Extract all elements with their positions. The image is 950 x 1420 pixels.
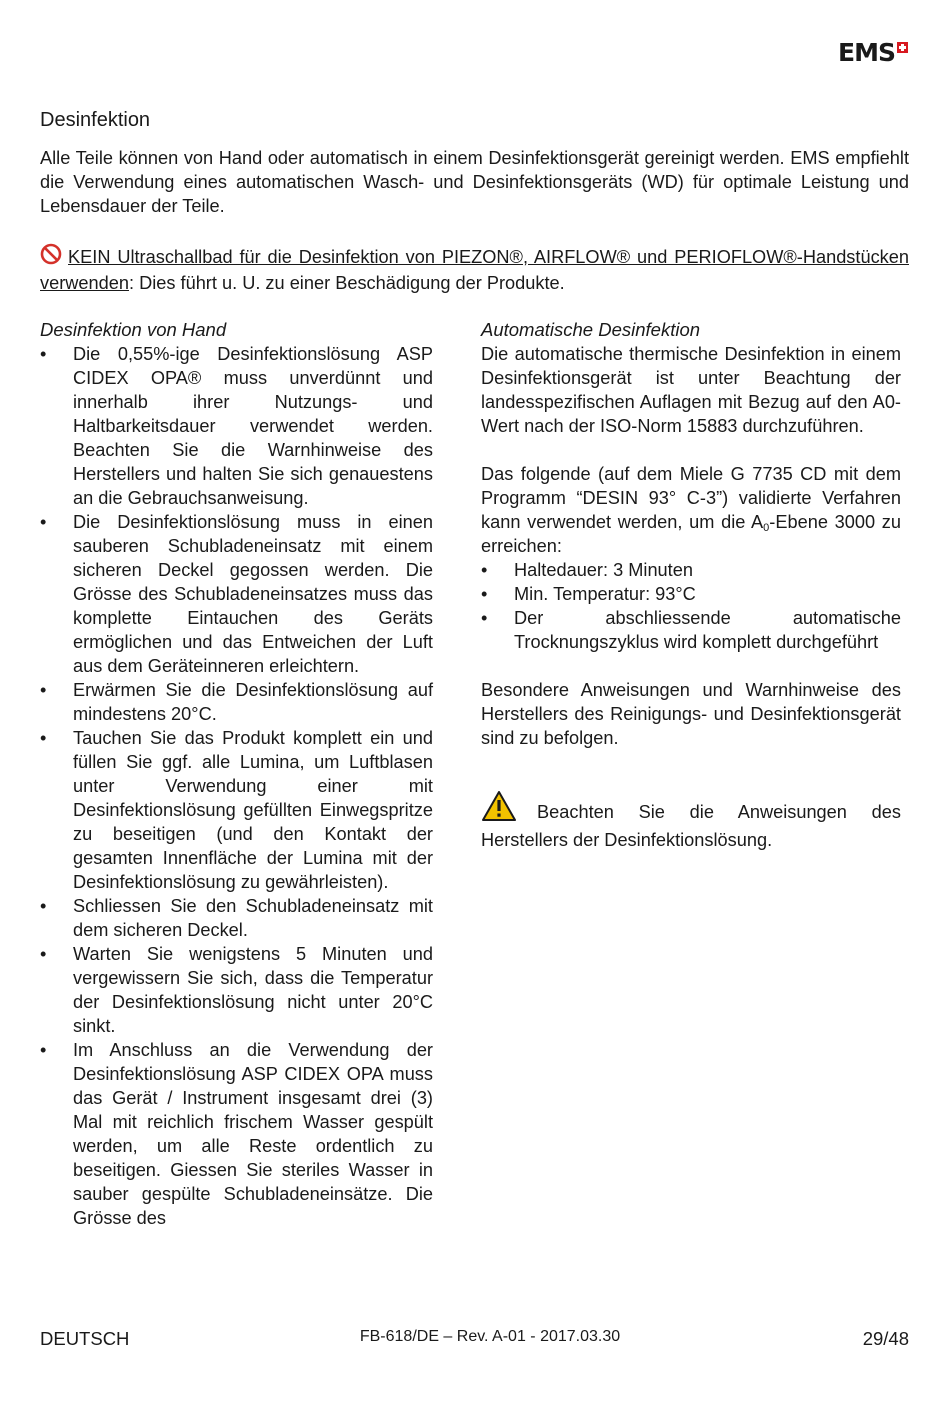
list-item: • Min. Temperatur: 93°C xyxy=(481,582,901,606)
manual-disinfection-column xyxy=(40,318,433,1230)
warning-rest-text: : Dies führt u. U. zu einer Beschädigung der Produkte. xyxy=(128,273,565,293)
list-item: • Die Desinfektionslösung muss in einen sauberen Schubladeneinsatz mit einem sicheren Deckel gegossen werden. Die Grösse des Schubladeneinsatzes muss das komplette Eintauchen des Geräts ermöglichen und das Entweichen der Luft aus dem Geräteinneren erleichtern. xyxy=(40,510,433,678)
procedure-text-before: Das folgende (auf dem Miele G 7735 CD mit dem Programm “DESIN 93° C-3”) validierte Verfahren kann verwendet werden, um die A xyxy=(481,464,901,532)
list-item: • Im Anschluss an die Verwendung der Desinfektionslösung ASP CIDEX OPA muss das Gerät / Instrument insgesamt drei (3) Mal mit reichlich frischem Wasser gespült werden, um alle Reste ordentlich zu beseitigen. Giessen Sie steriles Wasser in sauber gespülte Schubladeneinsätze. Die Grösse des xyxy=(40,1038,433,1230)
list-item: • Warten Sie wenigstens 5 Minuten und vergewissern Sie sich, dass die Temperatur der Desinfektionslösung nicht unter 20°C sinkt. xyxy=(40,942,433,1038)
brand-logo xyxy=(838,40,908,65)
list-item: • Erwärmen Sie die Desinfektionslösung auf mindestens 20°C. xyxy=(40,678,433,726)
warning-underlined-text: KEIN Ultraschallbad für die Desinfektion von PIEZON®, AIRFLOW® und PERIOFLOW®-Handstücken verwenden xyxy=(40,247,909,293)
automatic-intro-paragraph: Die automatische thermische Desinfektion in einem Desinfektionsgerät ist unter Beachtung der landesspezifischen Auflagen mit Bezug auf den A0-Wert nach der ISO-Norm 15883 durchzuführen. xyxy=(481,344,901,436)
procedure-text-after: -Ebene 3000 zu erreichen: xyxy=(481,512,901,556)
footer-document-reference: FB-618/DE – Rev. A-01 - 2017.03.30 xyxy=(359,1328,621,1345)
procedure-parameters-list xyxy=(481,558,901,654)
manual-disinfection-heading: Desinfektion von Hand xyxy=(40,319,227,340)
logo-text: EMS xyxy=(838,38,895,67)
list-item: • Schliessen Sie den Schubladeneinsatz mit dem sicheren Deckel. xyxy=(40,894,433,942)
list-item: • Tauchen Sie das Produkt komplett ein und füllen Sie ggf. alle Lumina, um Luftblasen unter Verwendung einer mit Desinfektionslösung gefüllten Einwegspritze zu beseitigen (und den Kontakt der gesamten Innenfläche der Lumina mit der Desinfektionslösung zu gewährleisten). xyxy=(40,726,433,894)
manual-steps-list xyxy=(40,342,433,1230)
automatic-disinfection-heading: Automatische Desinfektion xyxy=(481,319,701,340)
manufacturer-instructions-paragraph: Besondere Anweisungen und Warnhinweise des Herstellers des Reinigungs- und Desinfektionsgerät sind zu befolgen. xyxy=(481,680,901,748)
a0-subscript: 0 xyxy=(763,522,770,534)
caution-note xyxy=(481,790,901,852)
footer-language: DEUTSCH xyxy=(40,1328,130,1349)
intro-paragraph: Alle Teile können von Hand oder automatisch in einem Desinfektionsgerät gereinigt werden. EMS empfiehlt die Verwendung eines automatischen Wasch- und Desinfektionsgeräts (WD) für optimale Leistung und Lebensdauer der Teile. xyxy=(40,148,909,216)
list-item: • Haltedauer: 3 Minuten xyxy=(481,558,901,582)
prohibition-icon xyxy=(40,243,62,271)
ultrasonic-warning xyxy=(40,243,909,295)
list-item: • Die 0,55%-ige Desinfektionslösung ASP CIDEX OPA® muss unverdünnt und innerhalb ihrer Nutzungs- und Haltbarkeitsdauer verwendet werden. Beachten Sie die Warnhinweise des Herstellers und halten Sie sich genauestens an die Gebrauchsanweisung. xyxy=(40,342,433,510)
warning-triangle-icon xyxy=(481,790,517,828)
caution-text: Beachten Sie die Anweisungen des Herstellers der Desinfektionslösung. xyxy=(481,802,901,850)
automatic-disinfection-column xyxy=(481,318,901,852)
section-title: Desinfektion xyxy=(40,109,151,131)
list-item: • Der abschliessende automatische Trocknungszyklus wird komplett durchgeführt xyxy=(481,606,901,654)
footer-page-number: 29/48 xyxy=(862,1328,909,1349)
swiss-flag-icon xyxy=(897,42,908,53)
validated-procedure-paragraph xyxy=(481,462,901,558)
